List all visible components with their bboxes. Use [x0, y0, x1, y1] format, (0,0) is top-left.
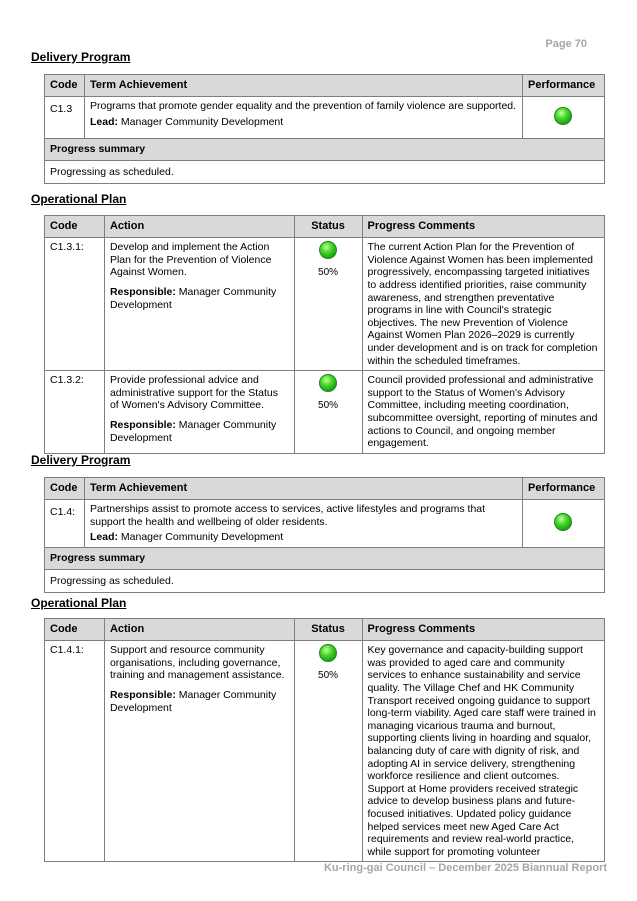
- delivery-program-table-c1-3: [44, 74, 605, 184]
- page-number: Page 70: [545, 38, 587, 50]
- table-row: [45, 238, 605, 371]
- table-row: [45, 500, 605, 548]
- term-achievement-cell: [84, 500, 522, 548]
- action-header: Action: [104, 216, 294, 238]
- status-percent: 50%: [318, 399, 339, 411]
- progress-comments-cell: Council provided professional and administrative support to the Status of Women's Advisory Committee, including meeting coordination, subcommittee oversight, reporting of minutes and actions to Council, and ongoing member engagement.: [362, 371, 605, 454]
- responsible-line: [110, 286, 289, 311]
- table-row: [45, 371, 605, 454]
- performance-indicator-icon: [554, 513, 572, 531]
- lead-line: [90, 116, 517, 129]
- performance-cell: [522, 500, 604, 548]
- responsible-label: Responsible:: [109, 688, 176, 701]
- progress-comments-header: Progress Comments: [362, 216, 605, 238]
- performance-indicator-icon: [554, 107, 572, 125]
- code-cell: C1.4:: [45, 500, 85, 548]
- action-text: Support and resource community organisations, including governance, training and management assistance.: [109, 644, 285, 682]
- term-achievement-header: Term Achievement: [84, 75, 522, 97]
- code-header: Code: [45, 478, 85, 500]
- operational-plan-table-c1-3: [44, 215, 605, 454]
- progress-comments-cell: The current Action Plan for the Prevention of Violence Against Women has been implemented progressively, encompassing targeted initiatives to address identified priorities, raise community awareness, and strengthen preventative programs in line with Council's strategic objectives. The new Prevention of Violence Against Women Plan 2026–2029 is currently under development and is on track for completion within the scheduled timeframes.: [362, 238, 605, 371]
- code-cell: C1.3.2:: [45, 371, 105, 454]
- term-achievement-header: Term Achievement: [84, 478, 522, 500]
- code-header: Code: [45, 75, 85, 97]
- operational-plan-table-c1-4: [44, 618, 605, 862]
- table-header-row: [45, 216, 605, 238]
- code-cell: C1.3.1:: [45, 238, 105, 371]
- status-percent: 50%: [318, 669, 339, 681]
- responsible-label: Responsible:: [109, 285, 176, 298]
- progress-summary-row: [45, 160, 605, 184]
- table-header-row: [45, 75, 605, 97]
- delivery-program-heading: Delivery Program: [31, 453, 131, 467]
- status-header: Status: [294, 619, 362, 641]
- status-indicator-icon: [319, 374, 337, 392]
- code-header: Code: [45, 619, 105, 641]
- lead-value: Manager Community Development: [120, 115, 284, 128]
- progress-summary-text: Progressing as scheduled.: [45, 160, 605, 184]
- responsible-value: Manager Community Development: [109, 285, 277, 311]
- table-header-row: [45, 619, 605, 641]
- performance-cell: [522, 97, 604, 139]
- action-text: Provide professional advice and administrative support for the Status of Women's Advisory Committee.: [109, 374, 279, 412]
- status-cell: [294, 641, 362, 862]
- responsible-value: Manager Community Development: [109, 418, 277, 444]
- report-footer: Ku-ring-gai Council – December 2025 Biannual Report: [323, 862, 607, 874]
- lead-line: [90, 531, 517, 544]
- action-cell: [104, 371, 294, 454]
- responsible-value: Manager Community Development: [109, 688, 277, 714]
- term-achievement-cell: [84, 97, 522, 139]
- code-header: Code: [45, 216, 105, 238]
- progress-comments-header: Progress Comments: [362, 619, 605, 641]
- status-cell: [294, 371, 362, 454]
- progress-summary-header-row: [45, 139, 605, 161]
- operational-plan-heading: Operational Plan: [31, 596, 127, 610]
- responsible-line: [110, 689, 289, 714]
- status-header: Status: [294, 216, 362, 238]
- code-cell: C1.3: [45, 97, 85, 139]
- responsible-label: Responsible:: [109, 418, 176, 431]
- lead-label: Lead:: [89, 531, 118, 544]
- term-achievement-text: Partnerships assist to promote access to services, active lifestyles and programs that support the health and wellbeing of older residents.: [89, 503, 486, 528]
- progress-summary-header-row: [45, 547, 605, 569]
- lead-label: Lead:: [89, 115, 118, 128]
- progress-summary-row: [45, 569, 605, 593]
- performance-header: Performance: [522, 478, 604, 500]
- progress-comments-cell: Key governance and capacity-building support was provided to aged care and community services to enhance sustainability and service quality. The Village Chef and HK Community Transport received ongoing guidance to support long-term viability. Aged care staff were trained in managing vicarious trauma and burnout, supporting clients living in hoarding and squalor, balancing duty of care with dignity of risk, and adopting AI in service delivery, strengthening workforce resilience and client outcomes. Support at Home providers received strategic advice to develop business plans and future-focused initiatives. Updated policy guidance helped services meet new Aged Care Act requirements and review real-world practice, while support for promoting volunteer: [362, 641, 605, 862]
- status-cell: [294, 238, 362, 371]
- table-row: [45, 641, 605, 862]
- progress-summary-label: Progress summary: [45, 139, 605, 161]
- progress-summary-label: Progress summary: [45, 547, 605, 569]
- status-percent: 50%: [318, 266, 339, 278]
- progress-summary-text: Progressing as scheduled.: [45, 569, 605, 593]
- responsible-line: [110, 419, 289, 444]
- delivery-program-heading: Delivery Program: [31, 50, 131, 64]
- status-indicator-icon: [319, 644, 337, 662]
- lead-value: Manager Community Development: [120, 531, 284, 544]
- action-header: Action: [104, 619, 294, 641]
- performance-header: Performance: [522, 75, 604, 97]
- action-cell: [104, 238, 294, 371]
- table-row: [45, 97, 605, 139]
- operational-plan-heading: Operational Plan: [31, 192, 127, 206]
- action-cell: [104, 641, 294, 862]
- table-header-row: [45, 478, 605, 500]
- code-cell: C1.4.1:: [45, 641, 105, 862]
- action-text: Develop and implement the Action Plan for the Prevention of Violence Against Women.: [109, 241, 272, 279]
- status-indicator-icon: [319, 241, 337, 259]
- term-achievement-text: Programs that promote gender equality and the prevention of family violence are supported.: [89, 100, 517, 113]
- delivery-program-table-c1-4: [44, 477, 605, 593]
